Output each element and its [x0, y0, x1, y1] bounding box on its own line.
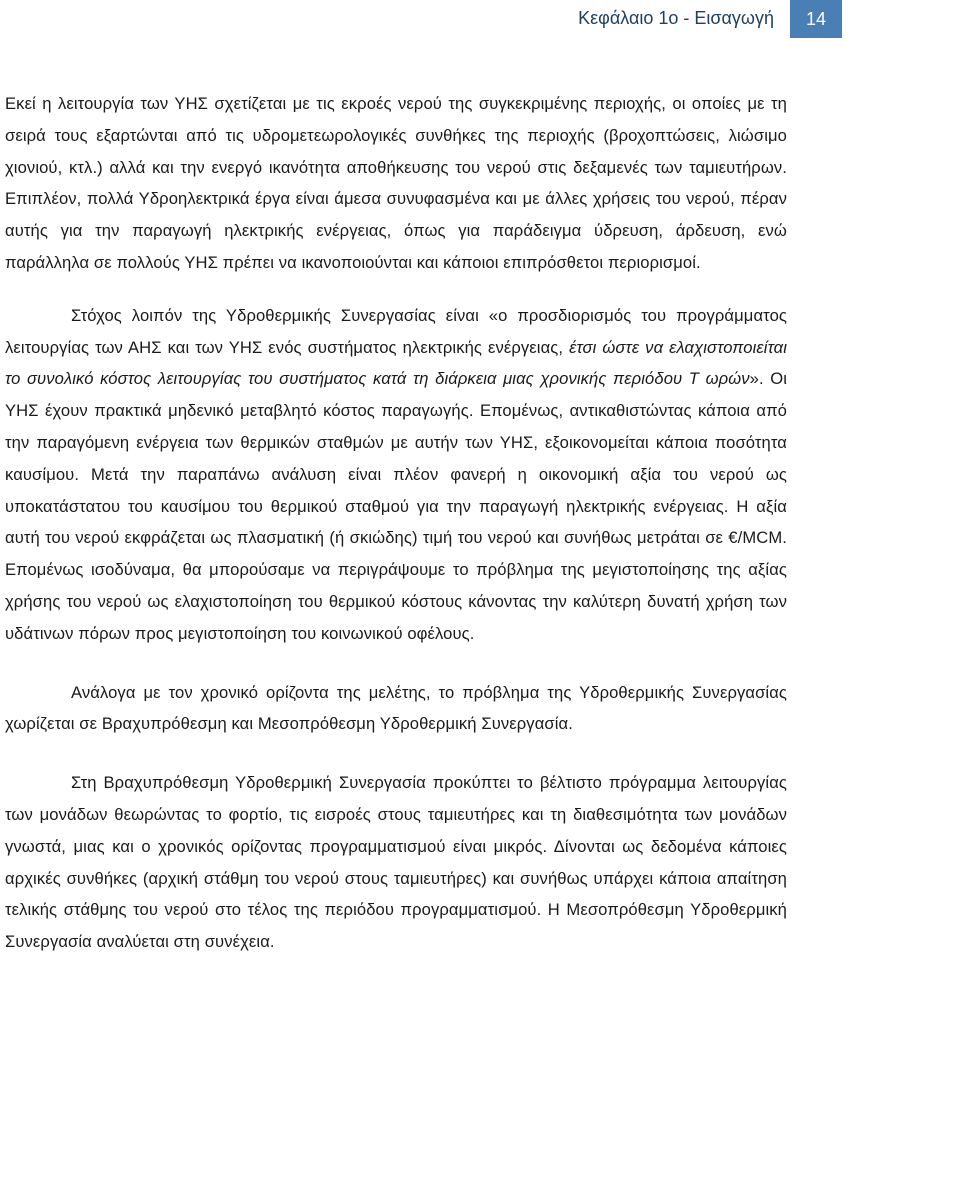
paragraph-short-term: Στη Βραχυπρόθεσμη Υδροθερμική Συνεργασία προκύπτει το βέλτιστο πρόγραμμα λειτουργίας των μονάδων θεωρώντας το φορτίο, τις εισροές στους ταμιευτήρες και τη διαθεσιμότητα των μονάδων γνωστά, μιας και ο χρονικός ορίζοντας προγραμματισμού είναι μικρός. Δίνονται ως δεδομένα κάποιες αρχικές συνθήκες (αρχική στάθμη του νερού στους ταμιευτήρες) και συνήθως υπάρχει κάποια απαίτηση τελικής στάθμης του νερού στο τέλος της περιόδου προγραμματισμού. Η Μεσοπρόθεσμη Υδροθερμική Συνεργασία αναλύεται στη συνέχεια. — [5, 773, 787, 952]
paragraph-time-horizon: Ανάλογα με τον χρονικό ορίζοντα της μελέτης, το πρόβλημα της Υδροθερμικής Συνεργασίας χωρίζεται σε Βραχυπρόθεσμη και Μεσοπρόθεσμη Υδροθερμική Συνεργασία. — [5, 682, 787, 734]
objective-text-start: Στόχος λοιπόν της Υδροθερμικής Συνεργασίας είναι «ο προσδιορισμός του προγράμματος λειτουργίας των ΑΗΣ και των ΥΗΣ ενός συστήματος ηλεκτρικής ενέργειας, — [5, 305, 787, 357]
page-number: 14 — [790, 0, 842, 38]
chapter-title: Κεφάλαιο 1ο - Εισαγωγή — [578, 8, 774, 28]
objective-text-rest: ». Οι ΥΗΣ έχουν πρακτικά μηδενικό μεταβλητό κόστος παραγωγής. Επομένως, αντικαθιστώντας κάποια από την παραγόμενη ενέργεια των θερμικών σταθμών με αυτήν των ΥΗΣ, εξοικονομείται κάποια ποσότητα καυσίμου. Μετά την παραπάνω ανάλυση είναι πλέον φανερή η οικονομική αξία του νερού ως υποκατάστατου του καυσίμου του θερμικού σταθμού για την παραγωγή ηλεκτρικής ενέργειας. Η αξία αυτή του νερού εκφράζεται ως πλασματική (ή σκιώδης) τιμή του νερού και συνήθως μετράται σε €/MCM. Επομένως ισοδύναμα, θα μπορούσαμε να περιγράψουμε το πρόβλημα της μεγιστοποίησης της αξίας χρήσης του νερού ως ελαχιστοποίηση του θερμικού κόστους κάνοντας την καλύτερη δυνατή χρήση των υδάτινων πόρων προς μεγιστοποίηση του κοινωνικού οφέλους. — [5, 369, 787, 643]
page-header — [0, 0, 960, 38]
document-body — [5, 88, 787, 958]
objective-italic-definition: έτσι ώστε να ελαχιστοποιείται το συνολικό κόστος λειτουργίας του συστήματος κατά τη διάρκεια μιας χρονικής περιόδου T ωρών — [5, 337, 787, 389]
paragraph-hydro-operation: Εκεί η λειτουργία των ΥΗΣ σχετίζεται με τις εκροές νερού της συγκεκριμένης περιοχής, οι οποίες με τη σειρά τους εξαρτώνται από τις υδρομετεωρολογικές συνθήκες της περιοχής (βροχοπτώσεις, λιώσιμο χιονιού, κτλ.) αλλά και την ενεργό ικανότητα αποθήκευσης του νερού στις δεξαμενές των ταμιευτήρων. Επιπλέον, πολλά Υδροηλεκτρικά έργα είναι άμεσα συνυφασμένα και με άλλες χρήσεις του νερού, πέραν αυτής για την παραγωγή ηλεκτρικής ενέργειας, όπως για παράδειγμα ύδρευση, άρδευση, ενώ παράλληλα σε πολλούς ΥΗΣ πρέπει να ικανοποιούνται και κάποιοι επιπρόσθετοι περιορισμοί. — [5, 94, 787, 272]
paragraph-hydrothermal-objective — [5, 300, 787, 650]
